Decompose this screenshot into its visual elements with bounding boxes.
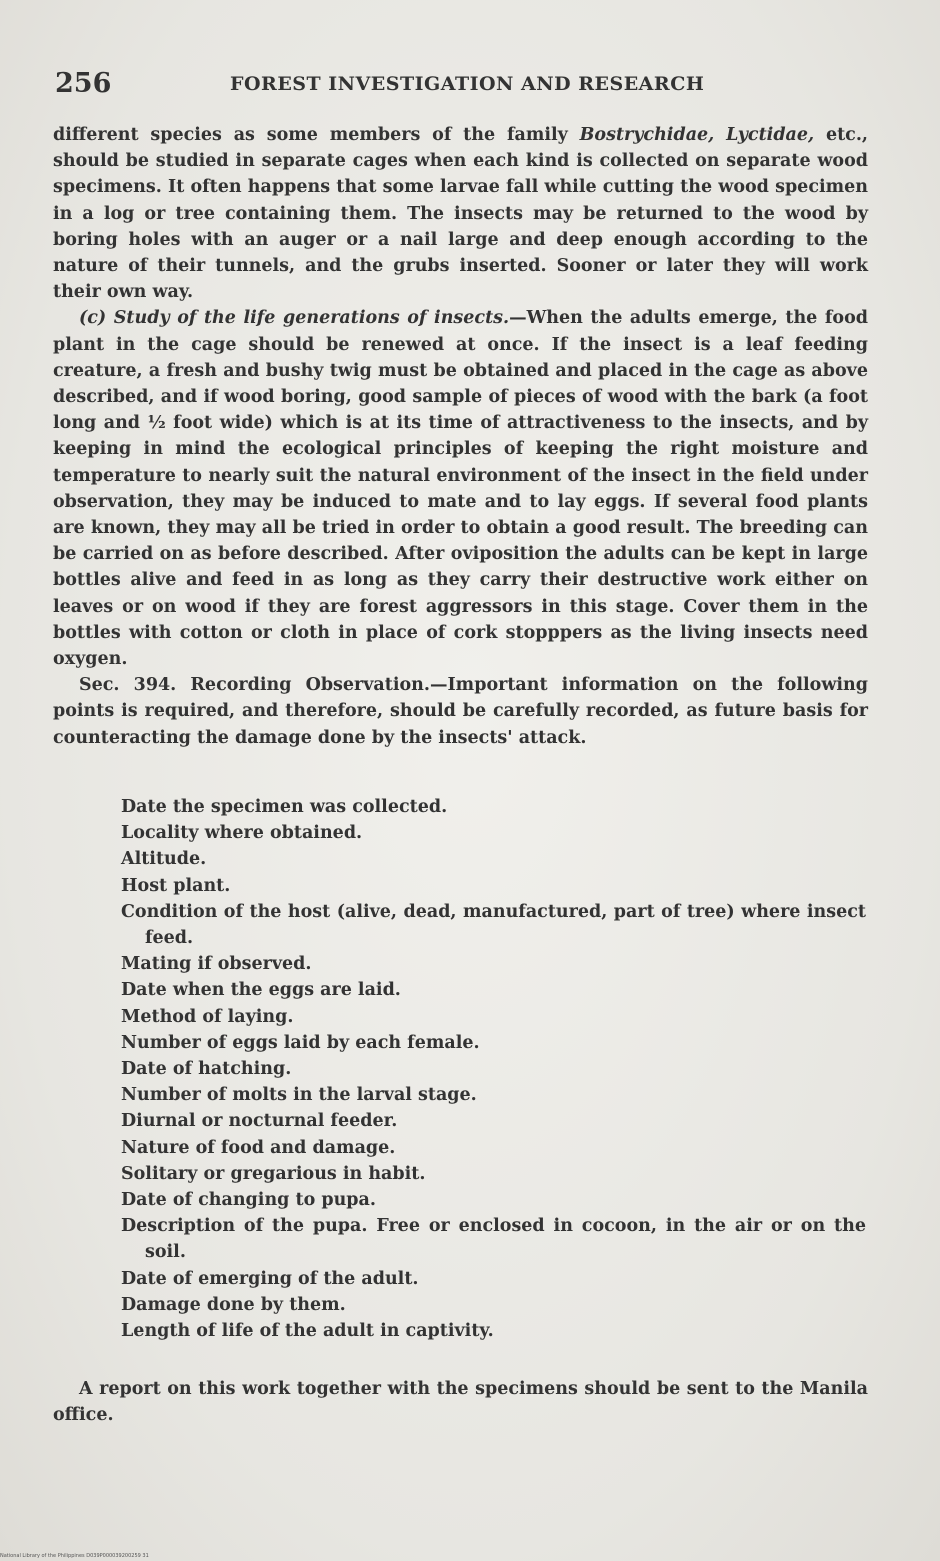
list-item: Method of laying. [121,1006,294,1027]
list-item: Nature of food and damage. [121,1137,396,1158]
list-item: Length of life of the adult in captivity. [121,1321,494,1342]
family-names: Bostrychidae, Lyctidae, [579,125,815,145]
paragraph-recording-observation: Sec. 394. Recording Observation.—Important information on the following points is required, and therefore, should be carefully recorded, as future basis for counteracting the damage done by the insects' attack. [53,675,868,748]
list-item: Date the specimen was collected. [121,797,448,817]
page-number: 256 [55,68,112,99]
paragraph-life-generations: (c) Study of the life generations of insects.—When the adults emerge, the food plant in the cage should be renewed at once. If the insect is a leaf feeding creature, a fresh and bushy twig must be obtained and placed in the cage as above described, and if wood boring, good sample of pieces of wood with the bark (a foot long and ½ foot wide) which is at its time of attractiveness to the insects, and by keeping in mind the ecological principles of keeping the right moisture and temperature to nearly suit the natural environment of the insect in the field under observation, they may be induced to mate and to lay eggs. If several food plants are known, they may all be tried in order to obtain a good result. The breeding can be carried on as before described. After oviposition the adults can be kept in large bottles alive and feed in as long as they carry their destructive work either on leaves or on wood if they are forest aggressors in this stage. Cover them in the bottles with cotton or cloth in place of cork stopppers as the living insects need oxygen. [53,308,868,670]
observation-list [121,794,866,1344]
closing-paragraph: A report on this work together with the specimens should be sent to the Manila office. [53,1378,868,1425]
list-item: Diurnal or nocturnal feeder. [121,1111,398,1132]
paragraph-continuation: different species as some members of the family Bostrychidae, Lyctidae, etc., should be studied in separate cages when each kind is collected on separate wood specimens. It often happens that some larvae fall while cutting the wood specimen in a log or tree containing them. The insects may be returned to the wood by boring holes with an auger or a nail large and deep enough according to the nature of their tunnels, and the grubs inserted. Sooner or later they will work their own way. [53,125,869,303]
list-item: Number of eggs laid by each female. [121,1032,480,1053]
running-head [55,68,875,100]
list-item: Date of hatching. [121,1059,292,1080]
section-c-heading: (c) Study of the life generations of insects. [79,308,510,329]
list-item: Locality where obtained. [121,823,363,844]
header-title: FOREST INVESTIGATION AND RESEARCH [230,73,705,95]
list-item: Date when the eggs are laid. [121,980,401,1001]
list-item: Date of changing to pupa. [121,1190,376,1211]
list-item: Altitude. [121,849,207,870]
list-item: Condition of the host (alive, dead, manufactured, part of tree) where insect feed. [121,901,866,949]
list-item: Date of emerging of the adult. [121,1268,419,1289]
list-item: Solitary or gregarious in habit. [121,1163,426,1184]
list-item: Host plant. [121,875,231,896]
section-394-heading: Sec. 394. Recording Observation. [79,675,430,696]
list-item: Number of molts in the larval stage. [121,1085,477,1106]
list-item: Mating if observed. [121,954,312,975]
list-item: Damage done by them. [121,1294,346,1315]
body-text [53,122,868,751]
list-item: Description of the pupa. Free or enclosed in cocoon, in the air or on the soil. [121,1216,866,1263]
library-footer: National Library of the Philippines D039P000039200259 31 [0,1553,149,1559]
